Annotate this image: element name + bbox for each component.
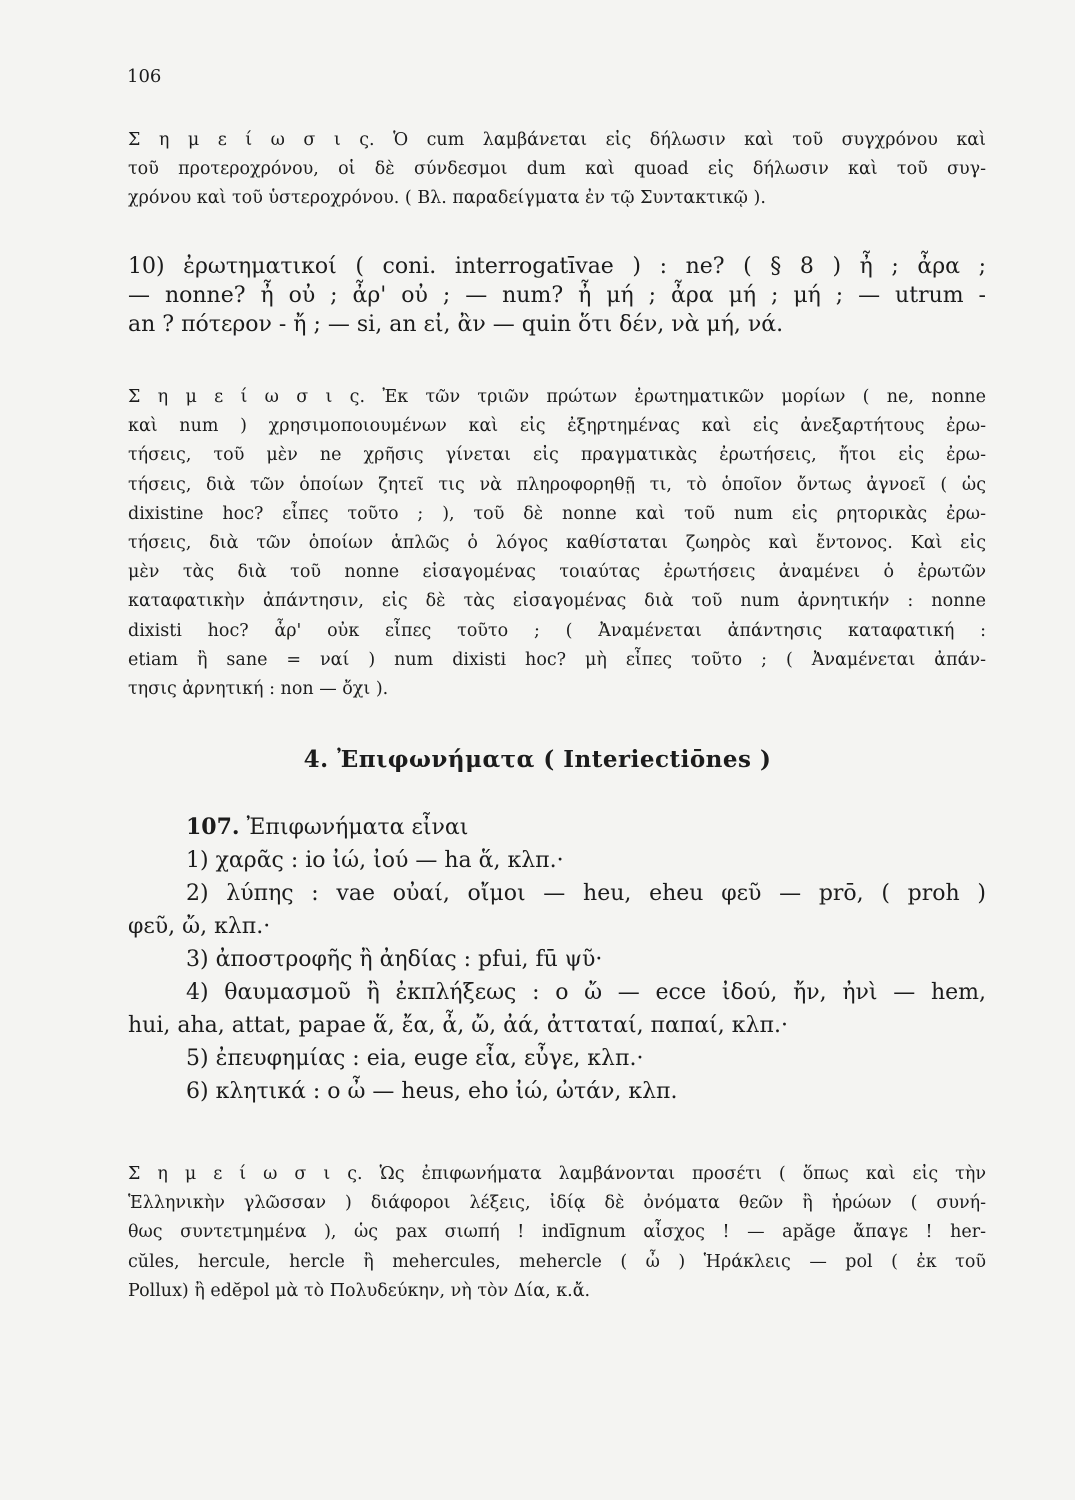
section-heading: 4. Ἐπιφωνήματα ( Interiectiōnes ) [303,746,772,773]
note-2-line: dixisti hoc? ἆρ' οὐκ εἶπες τοῦτο ; ( Ἀναμένεται ἀπάντησις καταφατική : [128,620,986,641]
item-107-line: 6) κλητικά : o ὦ — heus, eho ἰώ, ὠτάν, κλπ. [186,1079,678,1104]
note-1-line: χρόνου καὶ τοῦ ὑστεροχρόνου. ( Βλ. παραδείγματα ἐν τῷ Συντακτικῷ ). [128,188,766,209]
item-107-number: 107. [186,814,240,840]
note-2-line: καὶ num ) χρησιμοποιουμένων καὶ εἰς ἐξηρτημένας καὶ εἰς ἀνεξαρτήτους ἐρω- [128,416,986,437]
item-10-line: 10) ἐρωτηματικοί ( coni. interrogatīvae ) : ne? ( § 8 ) ἦ ; ἆρα ; [128,254,986,279]
item-107-line: 3) ἀποστροφῆς ἢ ἀηδίας : pfui, fū ψῦ· [186,947,603,972]
item-10-line: an ? πότερον - ἤ ; — si, an εἰ, ἂν — quin ὅτι δέν, νὰ μή, νά. [128,312,784,337]
note-3-line: θως συντετμημένα ), ὡς pax σιωπή ! indīgnum αἶσχος ! — apăge ἄπαγε ! her- [128,1222,986,1243]
note-2-line: τήσεις, τοῦ μὲν ne χρῆσις γίνεται εἰς πραγματικὰς ἐρωτήσεις, ἤτοι εἰς ἐρω- [128,445,986,466]
note-2-line: μὲν τὰς διὰ τοῦ nonne εἰσαγομένας τοιαύτας ἐρωτήσεις ἀναμένει ὁ ἐρωτῶν [128,562,986,583]
note-1-line: τοῦ προτεροχρόνου, οἱ δὲ σύνδεσμοι dum καὶ quoad εἰς δήλωσιν καὶ τοῦ συγ- [128,159,986,180]
note-1 [128,126,986,214]
note-3-line: Pollux) ἢ edĕpol μὰ τὸ Πολυδεύκην, νὴ τὸν Δία, κ.ἄ. [128,1280,591,1301]
item-107-line: φεῦ, ὤ, κλπ.· [128,914,271,939]
item-107-line: 4) θαυμασμοῦ ἢ ἐκπλήξεως : o ὤ — ecce ἰδού, ἤν, ἠνὶ — hem, [186,980,986,1005]
note-2-line: τήσεις, διὰ τῶν ὁποίων ζητεῖ τις νὰ πληροφορηθῇ τι, τὸ ὁποῖον ὄντως ἀγνοεῖ ( ὡς [128,474,986,495]
note-3 [128,1160,986,1306]
note-2-line: τησις ἀρνητική : non — ὄχι ). [128,679,389,700]
item-10-line: — nonne? ἦ οὐ ; ἆρ' οὐ ; — num? ἦ μή ; ἆρα μή ; μή ; — utrum - [128,283,986,308]
note-1-line: Σ η μ ε ί ω σ ι ς. Ὁ cum λαμβάνεται εἰς δήλωσιν καὶ τοῦ συγχρόνου καὶ [128,130,986,150]
note-2-line: etiam ἢ sane = ναί ) num dixisti hoc? μὴ εἶπες τοῦτο ; ( Ἀναμένεται ἀπάν- [128,649,986,670]
item-107-heading [128,813,986,842]
note-3-line: cŭles, hercule, hercle ἢ mehercules, mehercle ( ὦ ) Ἡράκλεις — pol ( ἐκ τοῦ [128,1251,986,1272]
note-2-line: καταφατικὴν ἀπάντησιν, εἰς δὲ τὰς εἰσαγομένας διὰ τοῦ num ἀρνητικήν : nonne [128,591,986,612]
item-107-title: Ἐπιφωνήματα εἶναι [246,815,469,840]
note-2-line: dixistine hoc? εἶπες τοῦτο ; ), τοῦ δὲ nonne καὶ τοῦ num εἰς ρητορικὰς ἐρω- [128,503,986,524]
item-107-line: 2) λύπης : vae οὐαί, οἴμοι — heu, eheu φεῦ — prō, ( proh ) [186,881,986,906]
note-3-line: Ἑλληνικὴν γλῶσσαν ) διάφοροι λέξεις, ἰδίᾳ δὲ ὀνόματα θεῶν ἢ ἡρώων ( συνή- [128,1193,986,1214]
item-107-line: 1) χαρᾶς : io ἰώ, ἰού — ha ἅ, κλπ.· [186,848,564,873]
item-107-interjections [128,813,986,1106]
item-10-conjunctions [128,252,986,339]
item-107-line: hui, aha, attat, papae ἅ, ἔα, ἆ, ὤ, ἀά, ἀτταταί, παπαί, κλπ.· [128,1013,788,1038]
note-2-line: τήσεις, διὰ τῶν ὁποίων ἁπλῶς ὁ λόγος καθίσταται ζωηρὸς καὶ ἔντονος. Καὶ εἰς [128,533,986,554]
note-3-line: Σ η μ ε ί ω σ ι ς. Ὡς ἐπιφωνήματα λαμβάνονται προσέτι ( ὅπως καὶ εἰς τὴν [128,1164,986,1184]
page-number: 106 [127,66,162,87]
note-2 [128,383,986,704]
note-2-line: Σ η μ ε ί ω σ ι ς. Ἐκ τῶν τριῶν πρώτων ἐρωτηματικῶν μορίων ( ne, nonne [128,387,986,407]
item-107-line: 5) ἐπευφημίας : eia, euge εἶα, εὖγε, κλπ.· [186,1046,644,1071]
